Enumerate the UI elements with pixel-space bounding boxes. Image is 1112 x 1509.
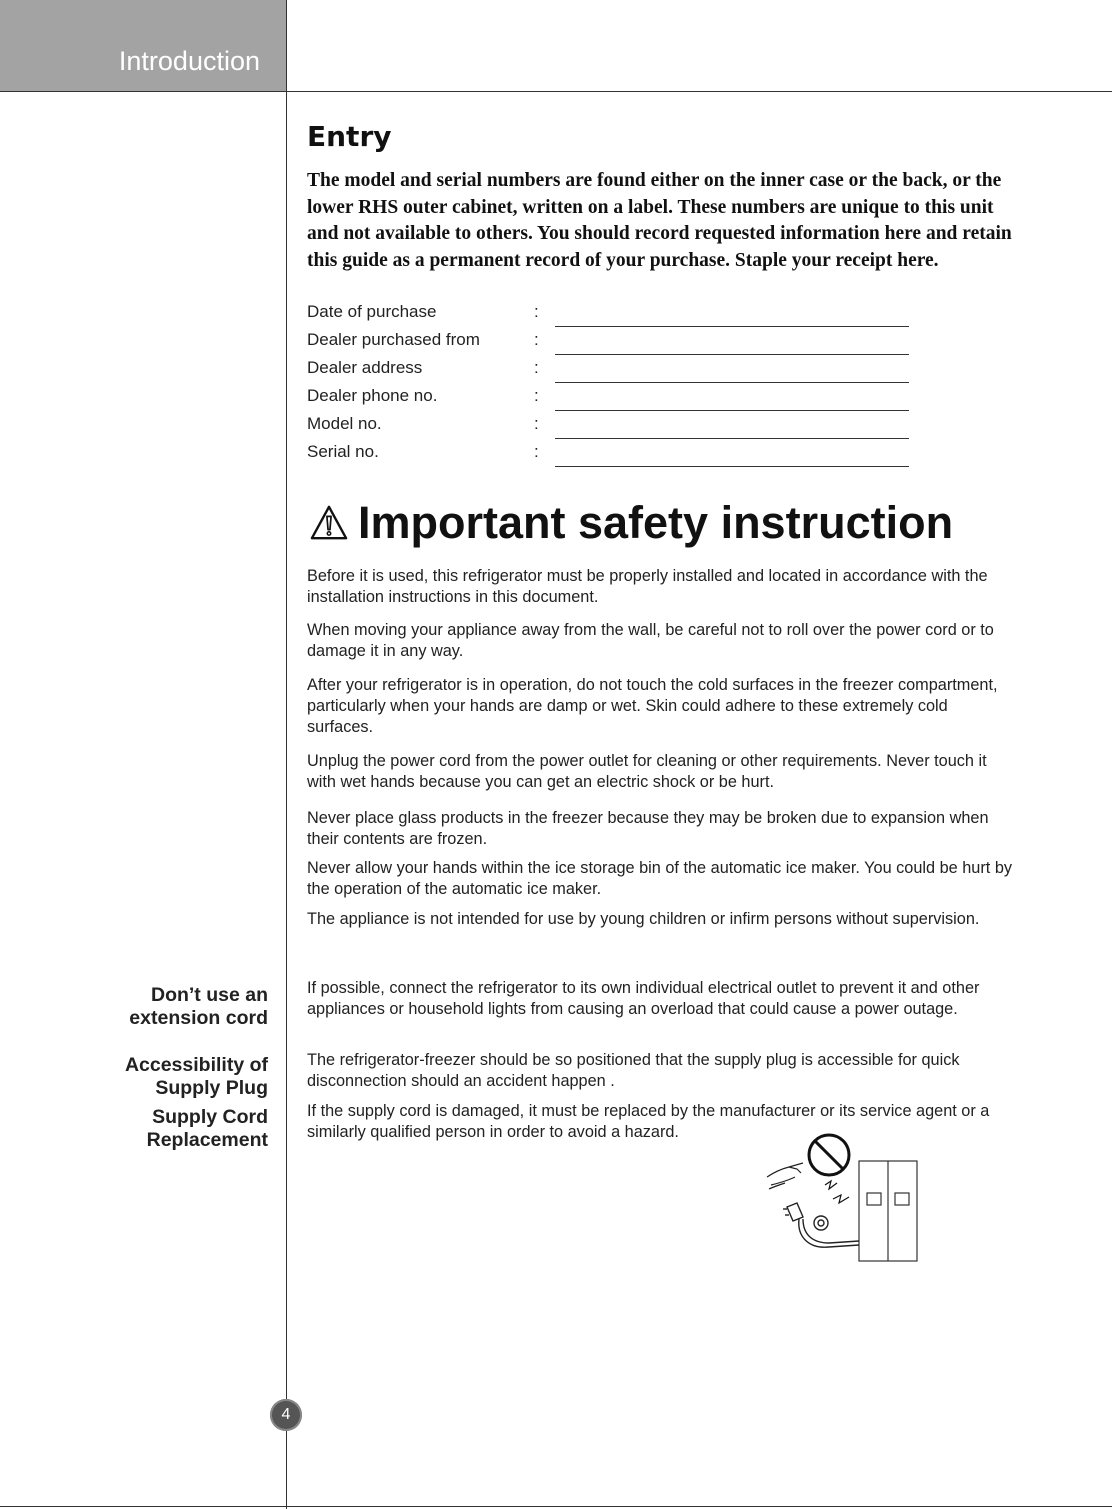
form-blank-line [555,438,909,439]
refrigerator-icon [859,1161,917,1261]
form-blank-line [555,466,909,467]
safety-paragraph: After your refrigerator is in operation, do not touch the cold surfaces in the freezer compartment, particularly when your hands are damp or wet. Skin could adhere to these extremely cold surfaces. [307,676,998,736]
side-label-line: Supply Cord [152,1106,268,1128]
form-blank-line [555,326,909,327]
side-label-line: Accessibility of [124,1054,268,1076]
side-label-supply-plug [125,1054,268,1100]
side-label-line: extension cord [129,1007,268,1029]
form-row-dealer-phone [307,386,1007,414]
form-label: Serial no. [307,442,379,461]
form-row-dealer-address [307,358,1007,386]
side-label-supply-cord [147,1106,268,1152]
page-number-badge: 4 [270,1399,302,1431]
safety-paragraph: Never place glass products in the freezer because they may be broken due to expansion when their contents are frozen. [307,809,989,848]
form-row-date-of-purchase [307,302,1007,330]
section-tab [0,0,286,91]
spark-icon [825,1181,849,1203]
plug-icon [783,1203,859,1247]
form-colon: : [534,358,539,377]
safety-paragraph: Before it is used, this refrigerator must be properly installed and located in accordance with the installation instructions in this document. [307,567,988,606]
side-label-line: Supply Plug [155,1077,268,1099]
form-blank-line [555,354,909,355]
safety-paragraph: Unplug the power cord from the power outlet for cleaning or other requirements. Never touch it with wet hands because you can get an electric shock or be hurt. [307,752,987,791]
warning-triangle-icon [310,504,348,542]
form-label: Date of purchase [307,302,437,321]
safety-paragraph: Never allow your hands within the ice storage bin of the automatic ice maker. You could be hurt by the operation of the automatic ice maker. [307,859,1013,898]
safety-paragraph: The appliance is not intended for use by young children or infirm persons without supervision. [307,910,980,928]
entry-title: Entry [307,120,392,153]
form-blank-line [555,410,909,411]
form-blank-line [555,382,909,383]
hand-icon [767,1163,803,1189]
safety-paragraph-extension-cord: If possible, connect the refrigerator to its own individual electrical outlet to prevent it and other appliances or household lights from causing an overload that could cause a power outage. [307,979,980,1018]
safety-heading [310,494,953,552]
form-row-serial-no [307,442,1007,470]
safety-paragraph: When moving your appliance away from the wall, be careful not to roll over the power cord or to damage it in any way. [307,621,994,660]
form-colon: : [534,386,539,405]
damaged-cord-illustration [763,1125,923,1265]
footer-divider [0,1506,1112,1507]
side-label-line: Replacement [146,1129,268,1151]
form-colon: : [534,330,539,349]
form-colon: : [534,442,539,461]
form-row-dealer-purchased-from [307,330,1007,358]
form-label: Dealer phone no. [307,386,438,405]
side-label-extension-cord [129,984,268,1030]
header-divider [0,91,1112,92]
prohibition-icon [809,1135,849,1175]
form-label: Dealer address [307,358,423,377]
side-label-line: Don’t use an [150,984,268,1006]
form-colon: : [534,302,539,321]
entry-intro: The model and serial numbers are found either on the inner case or the back, or the lower RHS outer cabinet, written on a label. These numbers are unique to this unit and not available to others. You should record requested information here and retain this guide as a permanent record of your purchase. Staple your receipt here. [307,170,1012,271]
margin-divider [286,0,287,1509]
safety-title: Important safety instruction [358,497,954,548]
section-tab-label: Introduction [118,46,260,76]
form-colon: : [534,414,539,433]
safety-paragraph-supply-plug: The refrigerator-freezer should be so positioned that the supply plug is accessible for quick disconnection should an accident happen . [307,1051,960,1090]
form-label: Model no. [307,414,382,433]
form-label: Dealer purchased from [307,330,480,349]
safety-paragraph-supply-cord: If the supply cord is damaged, it must be replaced by the manufacturer or its service agent or a similarly qualified person in order to avoid a hazard. [307,1102,990,1141]
form-row-model-no [307,414,1007,442]
